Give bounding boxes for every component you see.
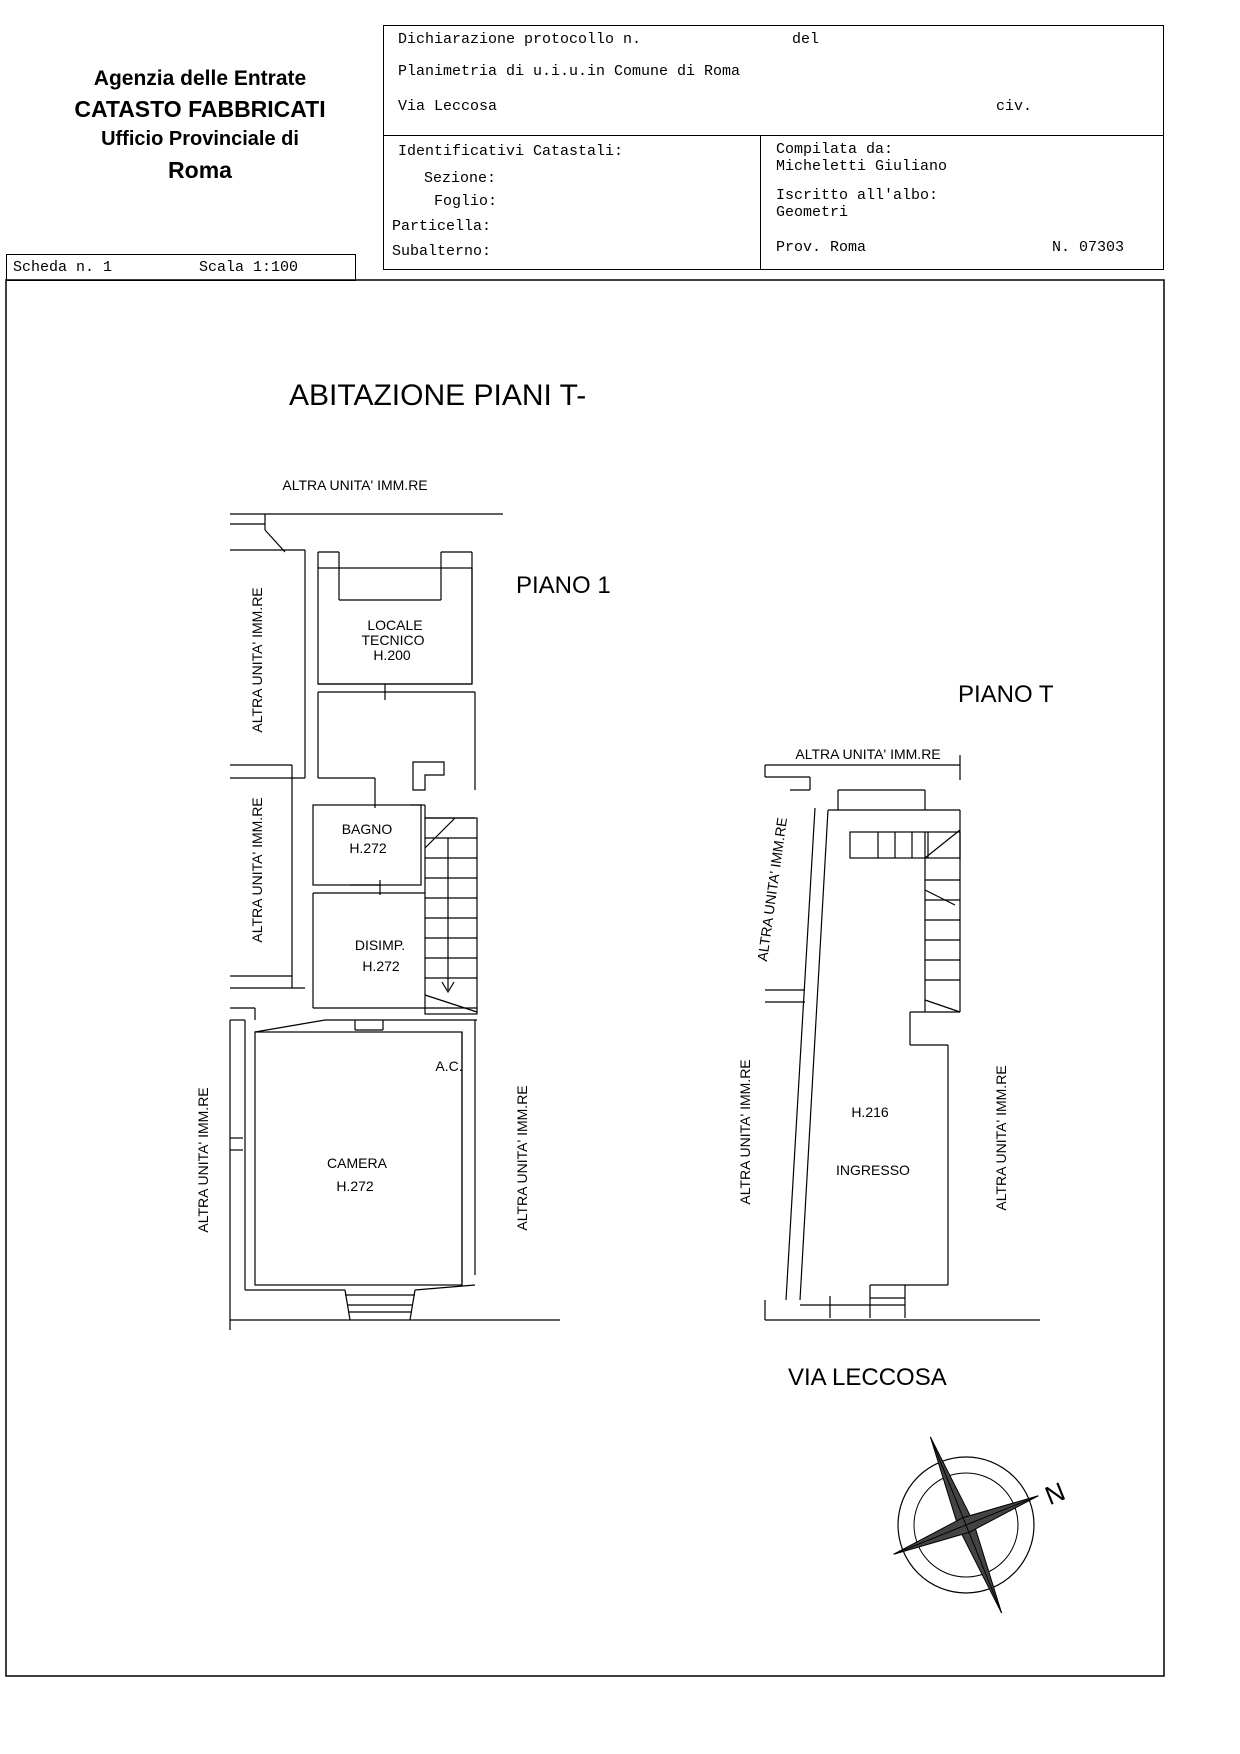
sezione-label: Sezione:	[424, 170, 497, 187]
bagno-height: H.272	[349, 840, 387, 856]
disimp-height: H.272	[362, 958, 400, 974]
camera-height: H.272	[336, 1178, 374, 1194]
neighbor-left-1: ALTRA UNITA' IMM.RE	[249, 587, 265, 733]
compilatore-name: Micheletti Giuliano	[776, 158, 948, 175]
del-label: del	[792, 31, 820, 48]
locale-height: H.200	[373, 647, 411, 663]
piano1-label: PIANO 1	[516, 572, 611, 599]
dichiarazione-label: Dichiarazione protocollo n.	[398, 31, 642, 48]
civ-label: civ.	[996, 98, 1033, 115]
neighbor-left-2: ALTRA UNITA' IMM.RE	[249, 797, 265, 943]
pianoT-walls	[765, 755, 1040, 1320]
north-label: N	[1040, 1476, 1070, 1511]
albo-value: Geometri	[776, 204, 849, 221]
foglio-label: Foglio:	[434, 193, 498, 210]
identificativi-title: Identificativi Catastali:	[398, 143, 624, 160]
bagno-label: BAGNO	[341, 821, 393, 837]
neighbor-top-p1: ALTRA UNITA' IMM.RE	[282, 477, 428, 493]
ufficio-label: Ufficio Provinciale di	[101, 128, 299, 150]
neighbor-right-pt: ALTRA UNITA' IMM.RE	[993, 1065, 1009, 1211]
iscritto-label: Iscritto all'albo:	[776, 187, 939, 204]
ingresso-label: INGRESSO	[836, 1162, 910, 1178]
disimp-label: DISIMP.	[354, 937, 406, 953]
plan-title: ABITAZIONE PIANI T-	[289, 379, 587, 412]
locale-label-1: LOCALE	[367, 617, 423, 633]
city-label: Roma	[168, 157, 232, 183]
drawing-frame	[6, 280, 1164, 1676]
subalterno-label: Subalterno:	[392, 243, 492, 260]
neighbor-top-pt: ALTRA UNITA' IMM.RE	[795, 746, 941, 762]
catasto-title: CATASTO FABBRICATI	[74, 96, 326, 122]
numero-albo: N. 07303	[1052, 239, 1125, 256]
street-label: VIA LECCOSA	[788, 1364, 947, 1391]
neighbor-left-pt-2: ALTRA UNITA' IMM.RE	[737, 1059, 753, 1205]
neighbor-left-3: ALTRA UNITA' IMM.RE	[195, 1087, 211, 1233]
pianoT-label: PIANO T	[958, 681, 1054, 708]
scala-label: Scala 1:100	[199, 259, 299, 276]
compilata-label: Compilata da:	[776, 141, 894, 158]
compass-icon	[858, 1408, 1074, 1643]
agency-name: Agenzia delle Entrate	[93, 67, 307, 90]
neighbor-left-pt-1: ALTRA UNITA' IMM.RE	[754, 816, 791, 963]
particella-label: Particella:	[392, 218, 492, 235]
pianoT-labels	[737, 746, 1009, 1211]
ingresso-height: H.216	[851, 1104, 889, 1120]
camera-label: CAMERA	[327, 1155, 387, 1171]
neighbor-right-p1: ALTRA UNITA' IMM.RE	[514, 1085, 530, 1231]
address-label: Via Leccosa	[398, 98, 498, 115]
planimetria-label: Planimetria di u.i.u.in Comune di Roma	[398, 63, 741, 80]
provincia-label: Prov. Roma	[776, 239, 867, 256]
ac-label: A.C.	[435, 1058, 463, 1074]
scheda-label: Scheda n. 1	[13, 259, 113, 276]
locale-label-2: TECNICO	[361, 632, 425, 648]
